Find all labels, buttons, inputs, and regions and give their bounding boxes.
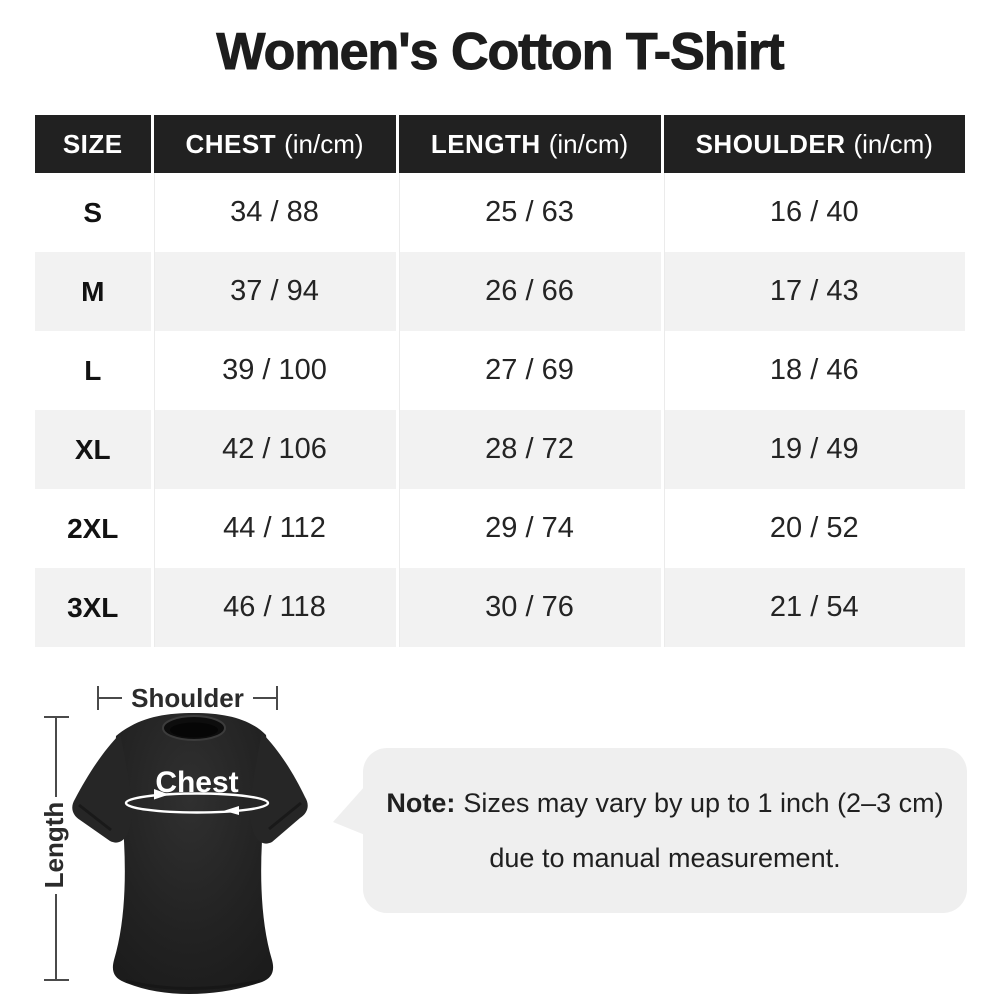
table-row	[35, 410, 965, 489]
note-text-line2: due to manual measurement.	[489, 842, 841, 873]
length-cell: 29 / 74	[397, 489, 662, 568]
table-row	[35, 331, 965, 410]
shoulder-cell: 16 / 40	[662, 173, 965, 252]
shoulder-line-left	[99, 697, 122, 699]
col-header-shoulder: SHOULDER (in/cm)	[662, 115, 965, 173]
shoulder-cell: 19 / 49	[662, 410, 965, 489]
page-title: Women's Cotton T-Shirt	[216, 23, 784, 81]
shoulder-cell: 20 / 52	[662, 489, 965, 568]
size-cell: M	[81, 275, 105, 307]
length-label: Length	[39, 801, 69, 889]
chest-cell: 37 / 94	[152, 252, 397, 331]
tshirt-body	[113, 713, 273, 994]
length-line-lower	[55, 894, 57, 980]
length-cell: 28 / 72	[397, 410, 662, 489]
note-bubble-tail	[333, 783, 365, 837]
note-prefix: Note:	[386, 788, 456, 819]
col-header-chest: CHEST (in/cm)	[152, 115, 397, 173]
shoulder-cell: 17 / 43	[662, 252, 965, 331]
chest-cell: 34 / 88	[152, 173, 397, 252]
chest-cell: 39 / 100	[152, 331, 397, 410]
size-cell: 2XL	[67, 512, 119, 544]
table-header-row	[35, 115, 965, 173]
note-bubble	[363, 748, 967, 913]
shoulder-line-right	[253, 697, 276, 699]
shoulder-cell: 18 / 46	[662, 331, 965, 410]
tshirt-graphic	[62, 702, 310, 997]
chest-cell: 42 / 106	[152, 410, 397, 489]
note-text-line1	[386, 787, 943, 819]
chest-label: Chest	[155, 766, 239, 799]
chest-cell: 46 / 118	[152, 568, 397, 647]
table-row	[35, 173, 965, 252]
note-body: Sizes may vary by up to 1 inch (2–3 cm)	[463, 788, 944, 819]
table-row	[35, 252, 965, 331]
length-cell: 26 / 66	[397, 252, 662, 331]
table-row	[35, 568, 965, 647]
shoulder-cell: 21 / 54	[662, 568, 965, 647]
col-header-size: SIZE	[35, 115, 152, 173]
size-cell: 3XL	[67, 591, 119, 623]
length-cell: 25 / 63	[397, 173, 662, 252]
chest-cell: 44 / 112	[152, 489, 397, 568]
table-row	[35, 489, 965, 568]
shoulder-label: Shoulder	[131, 683, 244, 713]
size-table	[35, 115, 965, 647]
collar-inner	[170, 723, 218, 738]
size-cell: S	[83, 196, 103, 228]
col-header-length: LENGTH (in/cm)	[397, 115, 662, 173]
size-cell: L	[84, 354, 102, 386]
length-cell: 30 / 76	[397, 568, 662, 647]
length-cell: 27 / 69	[397, 331, 662, 410]
size-cell: XL	[74, 433, 111, 465]
